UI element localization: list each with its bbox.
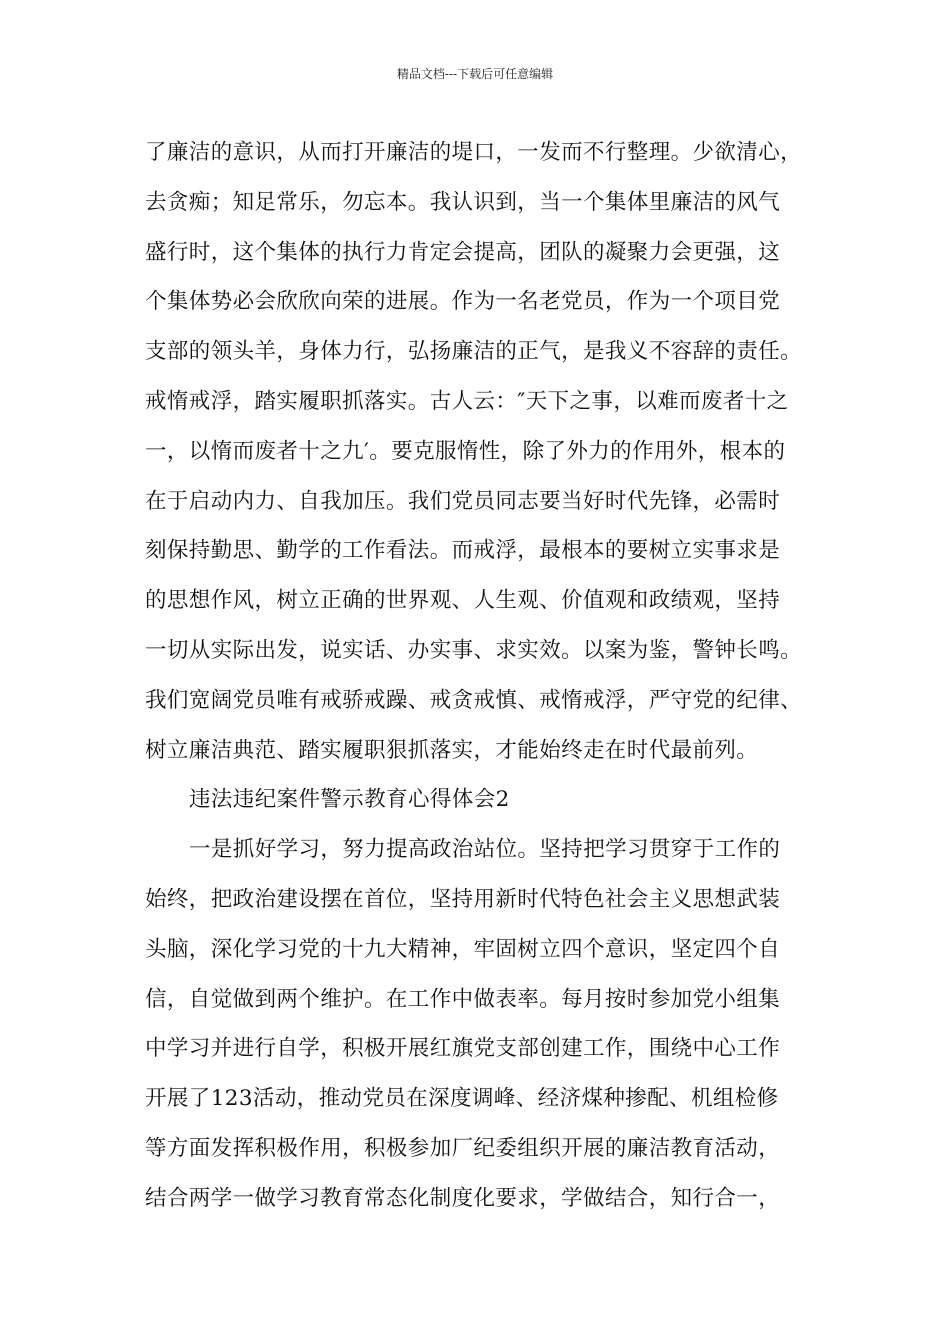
text-line: 一，以惰而废者十之九′。要克服惰性，除了外力的作用外，根本的 (145, 438, 786, 464)
text-line: 一切从实际出发，说实话、办实事、求实效。以案为鉴，警钟长鸣。 (145, 637, 803, 663)
text-line: 我们宽阔党员唯有戒骄戒躁、戒贪戒慎、戒惰戒浮，严守党的纪律、 (145, 687, 803, 713)
text-line: 去贪痴；知足常乐，勿忘本。我认识到，当一个集体里廉洁的风气 (145, 189, 781, 215)
page-header: 精品文档---下载后可任意编辑 (396, 67, 554, 81)
text-line: 在于启动内力、自我加压。我们党员同志要当好时代先锋，必需时 (145, 488, 781, 514)
text-line: 信，自觉做到两个维护。在工作中做表率。每月按时参加党小组集 (145, 986, 781, 1012)
text-line: 刻保持勤思、勤学的工作看法。而戒浮，最根本的要树立实事求是 (145, 538, 781, 564)
text-line: 支部的领头羊，身体力行，弘扬廉洁的正气，是我义不容辞的责任。 (145, 339, 803, 365)
text-line: 了廉洁的意识，从而打开廉洁的堤口，一发而不行整理。少欲清心， (145, 140, 803, 165)
text-line: 等方面发挥积极作用，积极参加厂纪委组织开展的廉洁教育活动， (145, 1135, 781, 1161)
text-line: 中学习并进行自学，积极开展红旗党支部创建工作，围绕中心工作 (145, 1036, 781, 1062)
text-line: 开展了123活动，推动党员在深度调峰、经济煤种掺配、机组检修 (145, 1086, 779, 1112)
document-body (145, 128, 835, 1224)
text-line: 始终，把政治建设摆在首位，坚持用新时代特色社会主义思想武装 (145, 886, 781, 912)
text-line: 树立廉洁典范、踏实履职狠抓落实，才能始终走在时代最前列。 (145, 737, 759, 763)
text-line: 个集体势必会欣欣向荣的进展。作为一名老党员，作为一个项目党 (145, 289, 781, 315)
text-line: 一是抓好学习，努力提高政治站位。坚持把学习贯穿于工作的 (189, 837, 781, 863)
text-line: 戒惰戒浮，踏实履职抓落实。古人云：″天下之事，以难而废者十之 (145, 388, 789, 414)
text-line: 的思想作风，树立正确的世界观、人生观、价值观和政绩观，坚持 (145, 588, 781, 614)
text-line: 盛行时，这个集体的执行力肯定会提高，团队的凝聚力会更强，这 (145, 239, 781, 265)
text-line: 结合两学一做学习教育常态化制度化要求，学做结合，知行合一， (145, 1185, 781, 1211)
text-line: 头脑，深化学习党的十九大精神，牢固树立四个意识，坚定四个自 (145, 936, 781, 962)
section-heading: 违法违纪案件警示教育心得体会2 (189, 787, 510, 813)
